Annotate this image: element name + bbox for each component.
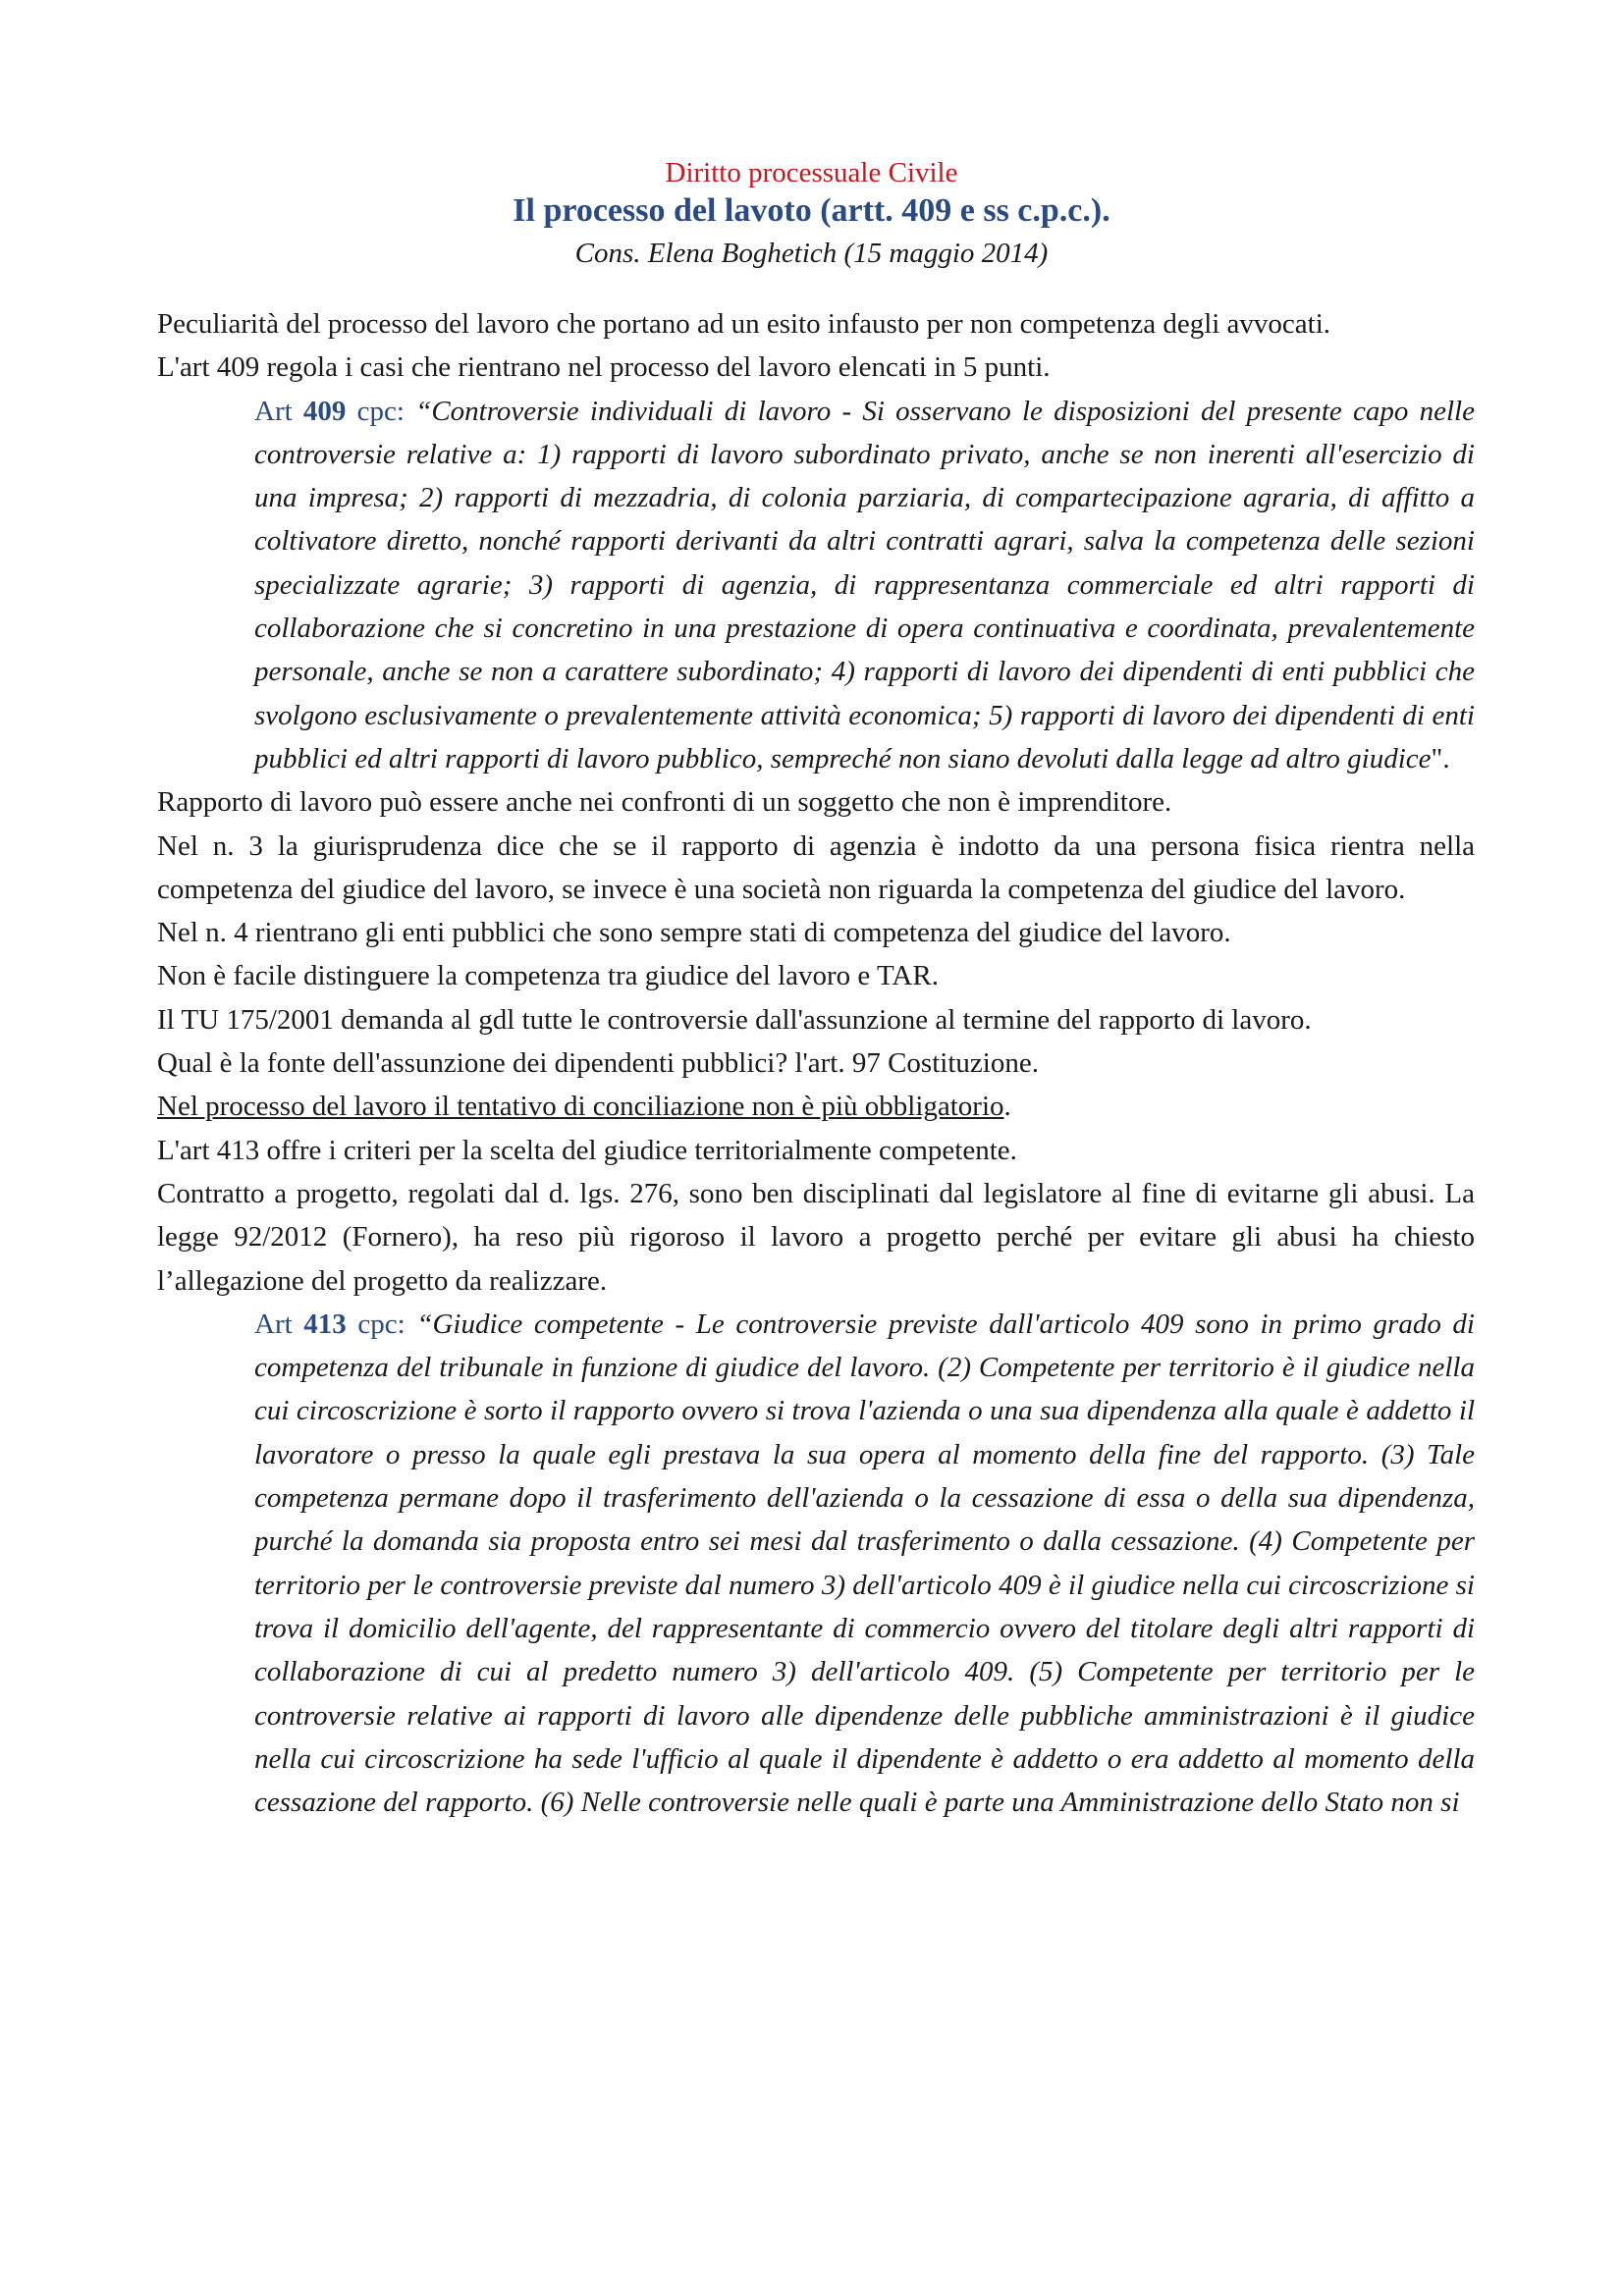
quote-text: “Giudice competente - Le controversie previste dall'articolo 409 sono in primo grado di competenza del tribunale in funzione di giudice del lavoro. (2) Competente per territorio è il giudice nella cui circoscrizione è sorto il rapporto ovvero si trova l'azienda o una sua dipendenza alla quale è addetto il lavoratore o presso la quale egli prestava la sua opera al momento della fine del rapporto. (3) Tale competenza permane dopo il trasferimento dell'azienda o la cessazione di essa o della sua dipendenza, purché la domanda sia proposta entro sei mesi dal trasferimento o dalla cessazione. (4) Competente per territorio per le controversie previste dal numero 3) dell'articolo 409 è il giudice nella cui circoscrizione si trova il domicilio dell'agente, del rappresentante di commercio ovvero del titolare degli altri rapporti di collaborazione di cui al predetto numero 3) dell'articolo 409. (5) Competente per territorio per le controversie relative ai rapporti di lavoro alle dipendenze delle pubbliche amministrazioni è il giudice nella cui circoscrizione ha sede l'ufficio al quale il dipendente è addetto o era addetto al momento della cessazione del rapporto. (6) Nelle controversie nelle quali è parte una Amministrazione dello Stato non si — [254, 1308, 1475, 1819]
article-label: Art 413 cpc: — [254, 1308, 417, 1340]
paragraph: Non è facile distinguere la competenza tra giudice del lavoro e TAR. — [157, 960, 939, 992]
lecture-author: Cons. Elena Boghetich (15 maggio 2014) — [574, 238, 1049, 269]
paragraph: Nel n. 4 rientrano gli enti pubblici che sono sempre stati di competenza del giudice del lavoro. — [157, 917, 1231, 949]
quote-art-409: Art 409 cpc: “Controversie individuali di lavoro - Si osservano le disposizioni del presente capo nelle controversie relative a: 1) rapporti di lavoro subordinato privato, anche se non inerenti all'esercizio di una impresa; 2) rapporti di mezzadria, di colonia parziaria, di compartecipazione agraria, di affitto a coltivatore diretto, nonché rapporti derivanti da altri contratti agrari, salva la competenza delle sezioni specializzate agrarie; 3) rapporti di agenzia, di rappresentanza commerciale ed altri rapporti di collaborazione che si concretino in una prestazione di opera continuativa e coordinata, prevalentemente personale, anche se non a carattere subordinato; 4) rapporti di lavoro dei dipendenti di enti pubblici che svolgono esclusivamente o prevalentemente attività economica; 5) rapporti di lavoro dei dipendenti di enti pubblici ed altri rapporti di lavoro pubblico, sempreché non siano devoluti dalla legge ad altro giudice". — [254, 395, 1475, 774]
paragraph: Qual è la fonte dell'assunzione dei dipendenti pubblici? l'art. 97 Costituzione. — [157, 1047, 1039, 1080]
document-body — [157, 302, 1475, 1824]
paragraph: Nel n. 3 la giurisprudenza dice che se il rapporto di agenzia è indotto da una persona fisica rientra nella competenza del giudice del lavoro, se invece è una società non riguarda la competenza del giudice del lavoro. — [157, 829, 1475, 905]
lecture-title: Il processo del lavoto (artt. 409 e ss c.p.c.). — [513, 192, 1110, 229]
quote-text: “Controversie individuali di lavoro - Si osservano le disposizioni del presente capo nelle controversie relative a: 1) rapporti di lavoro subordinato privato, anche se non inerenti all'esercizio di una impresa; 2) rapporti di mezzadria, di colonia parziaria, di compartecipazione agraria, di affitto a coltivatore diretto, nonché rapporti derivanti da altri contratti agrari, salva la competenza delle sezioni specializzate agrarie; 3) rapporti di agenzia, di rappresentanza commerciale ed altri rapporti di collaborazione che si concretino in una prestazione di opera continuativa e coordinata, prevalentemente personale, anche se non a carattere subordinato; 4) rapporti di lavoro dei dipendenti di enti pubblici che svolgono esclusivamente o prevalentemente attività economica; 5) rapporti di lavoro dei dipendenti di enti pubblici ed altri rapporti di lavoro pubblico, sempreché non siano devoluti dalla legge ad altro giudice — [254, 395, 1475, 774]
paragraph: Contratto a progetto, regolati dal d. lgs. 276, sono ben disciplinati dal legislatore al fine di evitarne gli abusi. La legge 92/2012 (Fornero), ha reso più rigoroso il lavoro a progetto perché per evitare gli abusi ha chiesto l’allegazione del progetto da realizzare. — [157, 1177, 1475, 1297]
paragraph: Peculiarità del processo del lavoro che portano ad un esito infausto per non competenza degli avvocati. — [157, 308, 1331, 340]
paragraph: Rapporto di lavoro può essere anche nei confronti di un soggetto che non è imprenditore. — [157, 786, 1172, 819]
paragraph: L'art 409 regola i casi che rientrano nel processo del lavoro elencati in 5 punti. — [157, 351, 1051, 384]
paragraph: Il TU 175/2001 demanda al gdl tutte le controversie dall'assunzione al termine del rapporto di lavoro. — [157, 1003, 1312, 1036]
quote-art-413 — [254, 1303, 1475, 1825]
paragraph-underlined: Nel processo del lavoro il tentativo di conciliazione non è più obbligatorio. — [157, 1091, 1011, 1123]
paragraph: L'art 413 offre i criteri per la scelta del giudice territorialmente competente. — [157, 1134, 1017, 1166]
course-subject: Diritto processuale Civile — [665, 157, 958, 188]
article-label: Art 409 cpc: — [254, 395, 416, 427]
